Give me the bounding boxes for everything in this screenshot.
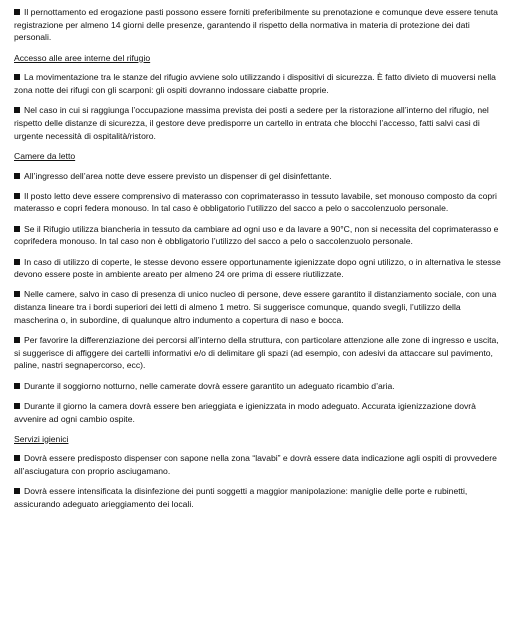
bullet-square-icon xyxy=(14,226,20,232)
paragraph-disinfezione xyxy=(14,485,502,510)
bullet-square-icon xyxy=(14,291,20,297)
bullet-square-icon xyxy=(14,455,20,461)
bullet-square-icon xyxy=(14,193,20,199)
document-page xyxy=(14,6,502,518)
paragraph-dispenser-gel xyxy=(14,170,502,183)
paragraph-text: Il pernottamento ed erogazione pasti possono essere forniti preferibilmente su prenotazione e comunque deve essere tenuta registrazione per almeno 14 giorni delle presenze, garantendo il rispetto della normativa in materia di protezione dei dati personali. xyxy=(14,7,498,43)
paragraph-ricambio-aria xyxy=(14,380,502,393)
bullet-square-icon xyxy=(14,173,20,179)
section-heading-camere: Camere da letto xyxy=(14,150,76,161)
paragraph-text: All’ingresso dell’area notte deve essere previsto un dispenser di gel disinfettante. xyxy=(24,170,332,181)
paragraph-text: Durante il soggiorno notturno, nelle camerate dovrà essere garantito un adeguato ricambio d’aria. xyxy=(24,380,395,391)
paragraph-text: Durante il giorno la camera dovrà essere ben arieggiata e igienizzata in modo adeguato. Accurata igienizzazione dovrà avvenire ad ogni cambio ospite. xyxy=(14,400,476,424)
paragraph-pernottamento xyxy=(14,6,502,44)
paragraph-sapone xyxy=(14,452,502,477)
paragraph-text: Dovrà essere intensificata la disinfezione dei punti soggetti a maggior manipolazione: maniglie delle porte e rubinetti, assicurando adeguato arieggiamento dei locali. xyxy=(14,486,468,510)
bullet-square-icon xyxy=(14,383,20,389)
bullet-square-icon xyxy=(14,403,20,409)
paragraph-percorsi xyxy=(14,334,502,372)
paragraph-text: Dovrà essere predisposto dispenser con sapone nella zona “lavabi” e dovrà essere data indicazione agli ospiti di provvedere all’asciugatura con proprio asciugamano. xyxy=(14,453,497,477)
paragraph-text: Il posto letto deve essere comprensivo di materasso con coprimaterasso in tessuto lavabile, set monouso composto da copri materasso e copri federa monouso. In tal caso è obbligatorio l’utilizzo del sacco a pelo o saccolenzuolo personale. xyxy=(14,190,497,214)
paragraph-text: Per favorire la differenziazione dei percorsi all’interno della struttura, con particolare attenzione alle zone di ingresso e uscita, si suggerisce di affiggere dei cartelli informativi e/o di delimitare gli spazi (ad esempio, con adesivi da attaccare sul pavimento, paline, nastri segnapercorso, ecc). xyxy=(14,335,499,371)
bullet-square-icon xyxy=(14,107,20,113)
paragraph-posto-letto xyxy=(14,190,502,215)
paragraph-text: Nel caso in cui si raggiunga l’occupazione massima prevista dei posti a sedere per la ristorazione all’interno del rifugio, nel rispetto delle distanze di sicurezza, il gestore deve predisporre un cartello in entrata che blocchi l’accesso, fatti salvi casi di urgente necessità di ospitalità/ristoro. xyxy=(14,105,489,141)
paragraph-distanziamento xyxy=(14,288,502,326)
bullet-square-icon xyxy=(14,259,20,265)
paragraph-movimentazione xyxy=(14,71,502,96)
paragraph-occupazione xyxy=(14,104,502,142)
bullet-square-icon xyxy=(14,337,20,343)
paragraph-text: Nelle camere, salvo in caso di presenza di unico nucleo di persone, deve essere garantito il distanziamento sociale, con una distanza lineare tra i bordi superiori dei letti di almeno 1 metro. Si suggerisce comunque, quando svegli, l’utilizzo della mascherina o, in subordine, di qualunque altro indumento a copertura di naso e bocca. xyxy=(14,289,497,325)
bullet-square-icon xyxy=(14,9,20,15)
bullet-square-icon xyxy=(14,74,20,80)
paragraph-text: In caso di utilizzo di coperte, le stesse devono essere opportunamente igienizzate dopo ogni utilizzo, o in alternativa le stesse devono essere poste in ambiente areato per almeno 24 ore prima di essere riutilizzate. xyxy=(14,256,501,280)
paragraph-coperte xyxy=(14,256,502,281)
section-heading-accesso: Accesso alle aree interne del rifugio xyxy=(14,52,151,63)
paragraph-text: La movimentazione tra le stanze del rifugio avviene solo utilizzando i dispositivi di sicurezza. È fatto divieto di muoversi nella zona notte dei rifugi con gli scarponi: gli ospiti dovranno indossare ciabatte proprie. xyxy=(14,72,496,96)
section-heading-servizi: Servizi igienici xyxy=(14,433,69,444)
paragraph-biancheria xyxy=(14,223,502,248)
bullet-square-icon xyxy=(14,488,20,494)
paragraph-text: Se il Rifugio utilizza biancheria in tessuto da cambiare ad ogni uso e da lavare a 90°C, non si necessita del coprimaterasso e coprifedera monouso. In tal caso non è obbligatorio l’utilizzo del sacco a pelo o saccolenzuolo personale. xyxy=(14,223,499,247)
paragraph-arieggiata xyxy=(14,400,502,425)
